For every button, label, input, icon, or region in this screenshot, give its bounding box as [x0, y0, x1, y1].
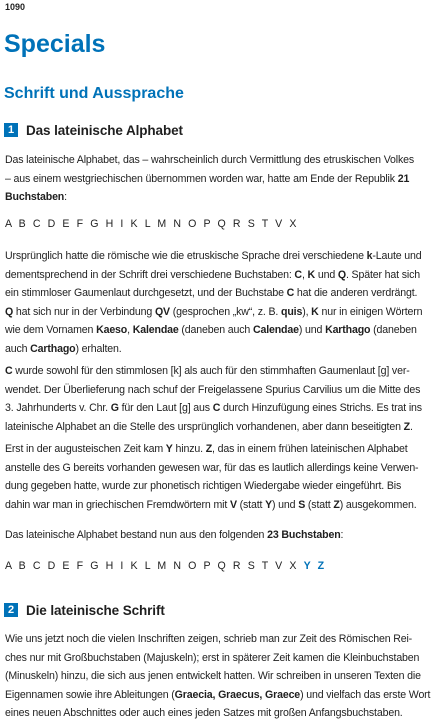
text-line: Das lateinische Alphabet, das – wahrscheinlich durch Vermittlung des etruskischen Volkes — [5, 154, 415, 166]
paragraph-23-letters: Das lateinische Alphabet bestand nun aus den folgenden 23 Buchstaben: — [5, 529, 344, 541]
section-1-heading — [4, 122, 183, 138]
page-title: Specials — [4, 30, 106, 58]
bold-term: 21 — [397, 172, 410, 185]
alphabet-added-letters: Y Z — [303, 560, 325, 572]
bold-term: Buchstaben — [5, 191, 65, 204]
alphabet-letters: A B C D E F G H I K L M N O P Q R S T V X — [5, 560, 298, 572]
paragraph-script: Wie uns jetzt noch die vielen Inschriften zeigen, schrieb man zur Zeit des Römischen Rei- ches nur mit Großbuchstaben (Majuskeln); erst in späterer Zeit kamen die Kleinbuchstaben (Minuskeln) hinzu, die sich aus jenen entwickelt hatten. Wir schreiben in unseren Texten die Eigennamen sowie ihre Ableitungen (Graecia, Graecus, Graece) und vielfach das erste Wort eines neuen Abschnittes oder auch eines jeden Satzes mit großen Anfangsbuchstaben. — [5, 633, 431, 720]
section-number-badge: 2 — [4, 603, 18, 617]
section-title: Die lateinische Schrift — [26, 602, 165, 618]
text-line: – aus einem westgriechischen übernommen worden war, hatte am Ende der Republik — [5, 172, 398, 185]
chapter-subtitle: Schrift und Aussprache — [4, 85, 184, 102]
section-2-heading — [4, 602, 165, 618]
alphabet-23 — [5, 560, 325, 572]
section-number-badge: 1 — [4, 123, 18, 137]
paragraph-c-g: C wurde sowohl für den stimmlosen [k] als auch für den stimmhaften Gaumenlaut [g] ver- wendet. Der Überlieferung nach schuf der Freigelassene Spurius Carvilius um die Mitte des 3. Jahrhunderts v. Chr. G für den Laut [g] aus C durch Hinzufügung eines Strichs. Es trat ins lateinische Alphabet an die Stelle des ursprünglich vorhandenen, aber dann beseitigten Z. — [5, 365, 422, 433]
paragraph-y-z: Erst in der augusteischen Zeit kam Y hinzu. Z, das in einem frühen lateinischen Alphabet anstelle des G bereits vorhanden gewesen war, für das es lautlich allerdings keine Verwen- dung gegeben hatte, wurde zur phonetisch richtigen Wiedergabe wieder eingeführt. Bis dahin war man in griechischen Fremdwörtern mit V (statt Y) und S (statt Z) ausgekommen. — [5, 443, 419, 511]
page-number: 1090 — [5, 2, 26, 12]
paragraph-intro — [5, 151, 443, 207]
paragraph-k-sounds: Ursprünglich hatte die römische wie die etruskische Sprache drei verschiedene k-Laute und dementsprechend in der Schrift drei verschiedene Buchstaben: C, K und Q. Später hat sich ein stimmloser Gaumenlaut durchgesetzt, und der Buchstabe C hat die anderen verdrängt. Q hat sich nur in der Verbindung QV (gesprochen „kw“, z. B. quis), K nur in einigen Wörtern wie dem Vornamen Kaeso, Kalendae (daneben auch Calendae) und Karthago (daneben auch Carthago) erhalten. — [5, 250, 423, 355]
section-title: Das lateinische Alphabet — [26, 122, 183, 138]
alphabet-21: A B C D E F G H I K L M N O P Q R S T V X — [5, 218, 298, 230]
text-line: : — [64, 191, 67, 204]
